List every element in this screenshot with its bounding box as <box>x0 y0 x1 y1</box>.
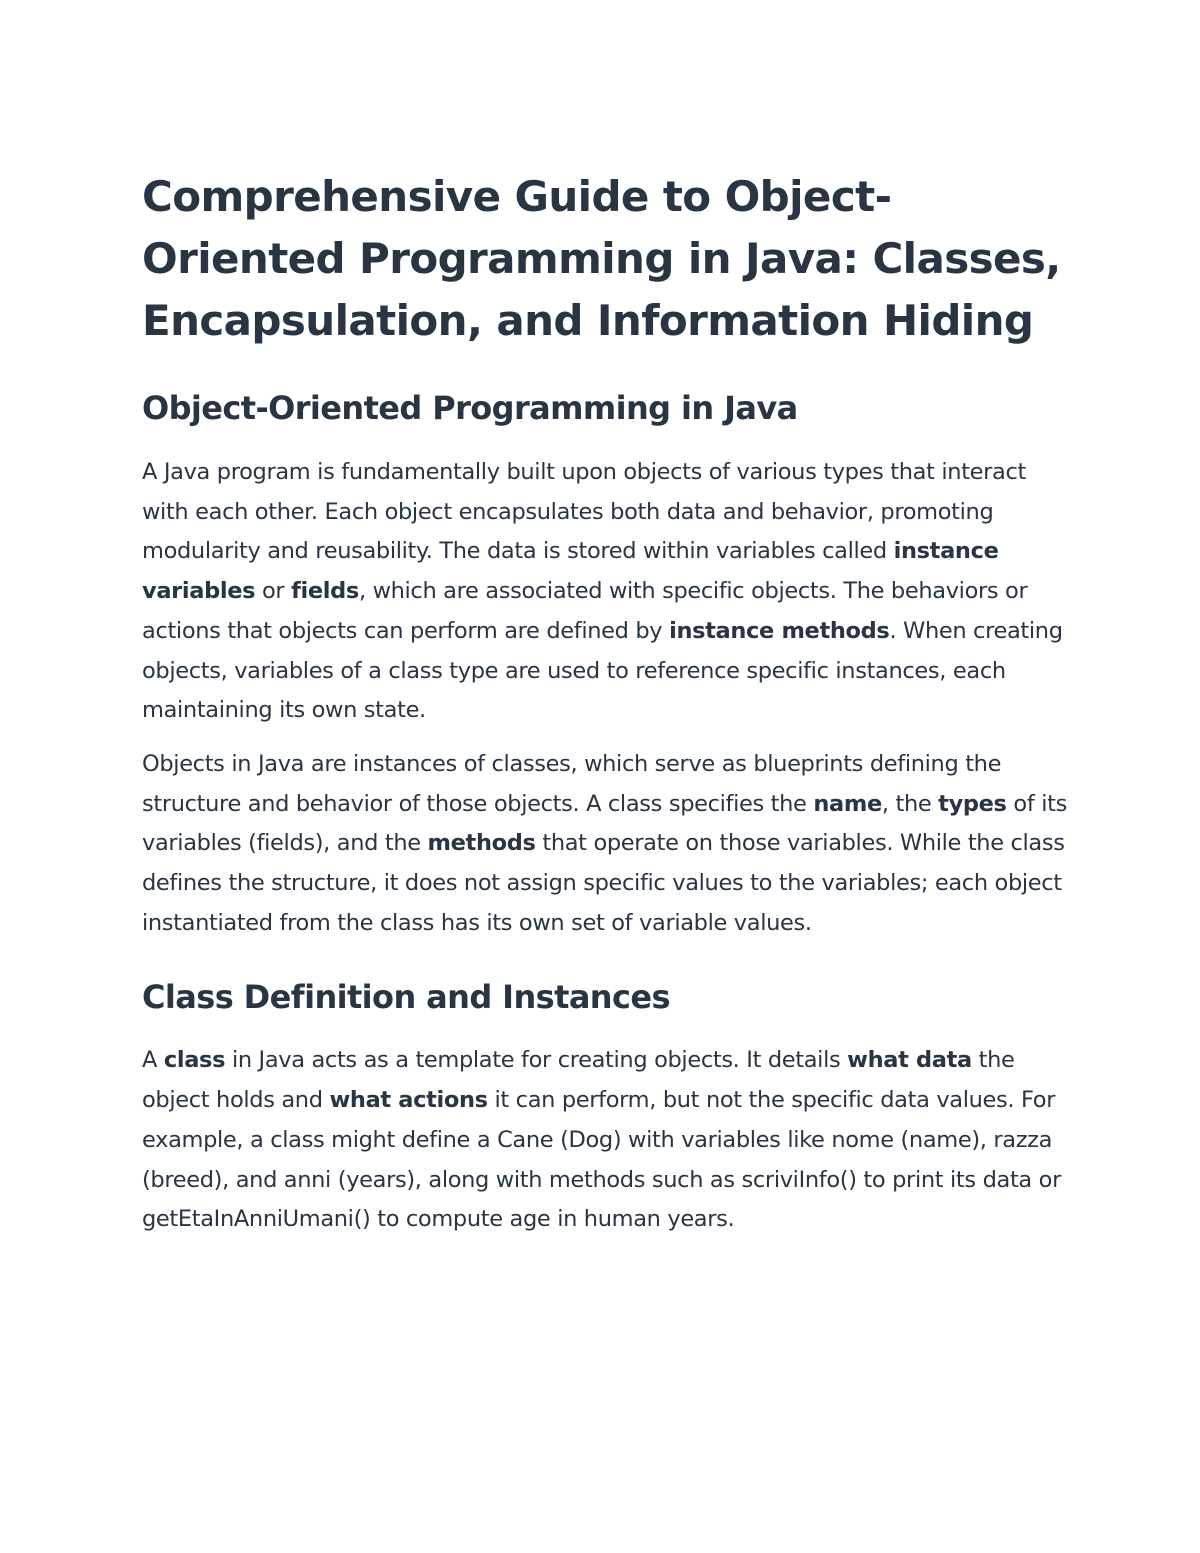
paragraph-intro <box>142 453 1067 731</box>
bold-term: class <box>163 1047 226 1074</box>
paragraph-text: , which are associated with specific objects. The behaviors or actions that objects can perform are defined by <box>142 578 1028 644</box>
paragraph-text: Objects in Java are instances of classes, which serve as blueprints defining the structure and behavior of those objects. A class specifies the <box>142 750 1002 817</box>
paragraph-text: in Java acts as a template for creating objects. It details <box>225 1047 848 1074</box>
paragraph-text: . When creating objects, variables of a class type are used to reference specific instances, each maintaining its own state. <box>142 617 1063 724</box>
paragraph-text: of its variables (fields), and the <box>142 790 1067 857</box>
bold-term: instance variables <box>142 538 999 605</box>
section-heading-class-definition: Class Definition and Instances <box>142 978 670 1017</box>
bold-term: name <box>813 790 882 817</box>
bold-term: fields <box>291 578 359 605</box>
paragraph-text: that operate on those variables. While the class defines the structure, it does not assign specific values to the variables; each object instantiated from the class has its own set of variable values. <box>142 830 1065 936</box>
paragraph-class-definition <box>142 1041 1067 1240</box>
paragraph-text: it can perform, but not the specific data values. For example, a class might define a Cane (Dog) with variables like nome (name), razza (breed), and anni (years), along with methods such as scriviInfo() to print its data or getEtaInAnniUmani() to compute age in human years. <box>142 1087 1061 1233</box>
document-title: Comprehensive Guide to Object-Oriented Programming in Java: Classes, Encapsulation, and Information Hiding <box>142 172 1061 345</box>
document-page <box>142 166 1067 1240</box>
bold-term: types <box>938 790 1007 817</box>
paragraph-text: , the <box>881 790 939 817</box>
paragraph-text: or <box>255 578 292 605</box>
paragraph-classes <box>142 745 1067 944</box>
paragraph-text: the object holds and <box>142 1047 1015 1114</box>
bold-term: what data <box>847 1047 972 1074</box>
section-heading-oop: Object-Oriented Programming in Java <box>142 389 798 427</box>
paragraph-text: A Java program is fundamentally built upon objects of various types that interact with each other. Each object encapsulates both data and behavior, promoting modularity and reusability. The data is stored within variables called <box>142 459 1026 565</box>
bold-term: methods <box>427 830 536 857</box>
bold-term: what actions <box>329 1087 488 1114</box>
bold-term: instance methods <box>669 617 890 644</box>
paragraph-text: A <box>142 1047 164 1074</box>
